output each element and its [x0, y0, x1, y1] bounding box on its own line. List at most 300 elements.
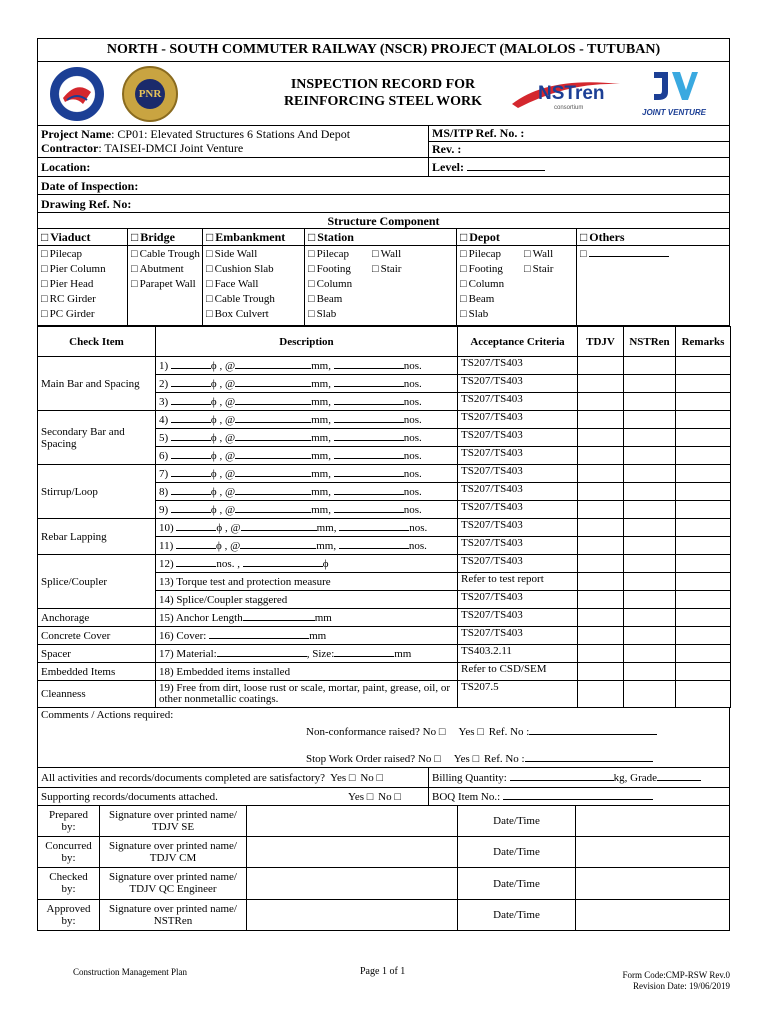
checkbox-icon[interactable] — [460, 293, 469, 305]
pnr-seal — [122, 66, 178, 122]
swo-ref-field[interactable] — [525, 752, 653, 762]
checkbox-icon[interactable] — [580, 248, 589, 260]
form-title — [248, 76, 518, 110]
mm-unit: mm — [394, 648, 412, 660]
criteria-text: Refer to test report — [461, 573, 544, 585]
remarks-cell[interactable] — [676, 483, 731, 501]
tdjv-cell[interactable] — [578, 393, 624, 411]
tdjv-cell[interactable] — [578, 681, 624, 708]
structure-item[interactable] — [206, 247, 275, 262]
acceptance-criteria-cell — [458, 537, 578, 555]
blank-field[interactable] — [217, 647, 307, 657]
checkbox-icon[interactable] — [580, 230, 589, 244]
at-symbol: @ — [224, 360, 236, 372]
rev-field[interactable]: Rev. : — [432, 142, 462, 156]
checkbox-icon[interactable] — [206, 308, 215, 320]
grade-field[interactable] — [657, 771, 701, 781]
structure-item-label: Side Wall — [214, 248, 258, 260]
item-number: 4) — [159, 414, 169, 426]
checkbox-icon[interactable] — [308, 308, 317, 320]
structure-item[interactable] — [372, 262, 401, 277]
structure-item[interactable] — [460, 247, 524, 262]
tdjv-cell[interactable] — [578, 411, 624, 429]
checkbox-icon[interactable] — [460, 248, 469, 260]
checkbox-icon[interactable] — [308, 293, 317, 305]
others-field[interactable] — [589, 247, 669, 257]
ncr-yes-checkbox[interactable] — [477, 726, 486, 738]
supporting-options — [348, 789, 403, 805]
remarks-cell[interactable] — [676, 555, 731, 573]
nstren-cell[interactable] — [624, 519, 676, 537]
blank-field[interactable] — [235, 431, 311, 441]
tdjv-cell[interactable] — [578, 429, 624, 447]
description-text: Anchor Length — [175, 612, 243, 624]
remarks-cell[interactable] — [676, 681, 731, 708]
blank-field[interactable] — [334, 413, 404, 423]
structure-item[interactable] — [460, 307, 524, 322]
phi-symbol: ϕ — [210, 414, 217, 426]
signature-row — [37, 900, 730, 931]
at-symbol: @ — [230, 522, 241, 534]
checkbox-icon[interactable] — [372, 248, 381, 260]
checkbox-icon[interactable] — [131, 278, 140, 290]
nstren-cell[interactable] — [624, 663, 676, 681]
structure-item[interactable] — [524, 262, 553, 277]
drawing-ref-field[interactable]: Drawing Ref. No: — [41, 197, 132, 211]
check-item-cell — [38, 663, 156, 681]
blank-field[interactable] — [176, 539, 216, 549]
tdjv-cell[interactable] — [578, 501, 624, 519]
nstren-cell[interactable] — [624, 573, 676, 591]
check-item-cell — [38, 627, 156, 645]
blank-field[interactable] — [334, 647, 394, 657]
description-cell: 9) ϕ , @ mm, nos. — [156, 501, 458, 519]
blank-field[interactable] — [240, 539, 316, 549]
mm-unit: mm, — [311, 396, 331, 408]
nstren-cell[interactable] — [624, 555, 676, 573]
table-row — [38, 681, 731, 708]
project-info-row — [37, 126, 730, 158]
blank-field[interactable] — [334, 503, 404, 513]
blank-field[interactable] — [171, 431, 211, 441]
structure-item[interactable] — [206, 292, 275, 307]
blank-field[interactable] — [339, 521, 409, 531]
checkbox-icon[interactable] — [206, 263, 215, 275]
description-cell: 1) ϕ , @ mm, nos. — [156, 357, 458, 375]
checkbox-icon[interactable] — [41, 230, 50, 244]
checkbox-icon[interactable] — [308, 248, 317, 260]
blank-field[interactable] — [171, 377, 211, 387]
checkbox-icon[interactable] — [460, 230, 469, 244]
tdjv-cell[interactable] — [578, 519, 624, 537]
structure-items-bridge — [128, 246, 203, 325]
blank-field[interactable] — [243, 611, 315, 621]
form-code: Form Code:CMP-RSW Rev.0 — [622, 970, 730, 980]
nstren-logo-text: NSTren — [538, 83, 605, 104]
blank-field[interactable] — [209, 629, 309, 639]
structure-item[interactable] — [580, 247, 669, 262]
boq-field[interactable] — [503, 790, 653, 800]
date-of-inspection-field[interactable]: Date of Inspection: — [41, 179, 139, 193]
signature-line1: Signature over printed name/ — [109, 809, 237, 821]
structure-group-viaduct[interactable] — [38, 229, 128, 245]
date-time-field[interactable] — [576, 806, 729, 836]
checkbox-icon[interactable] — [308, 263, 317, 275]
checkbox-icon[interactable] — [41, 293, 50, 305]
checkbox-icon[interactable] — [206, 278, 215, 290]
structure-item[interactable] — [41, 262, 106, 277]
nstren-cell[interactable] — [624, 393, 676, 411]
checkbox-icon[interactable] — [460, 308, 469, 320]
table-row — [38, 627, 731, 645]
mm-unit: mm, — [316, 540, 337, 552]
tdjv-cell[interactable] — [578, 645, 624, 663]
ncr-ref-field[interactable] — [529, 725, 657, 735]
tdjv-cell[interactable] — [578, 609, 624, 627]
blank-field[interactable] — [339, 539, 409, 549]
item-number: 11) — [159, 540, 174, 552]
blank-field[interactable] — [235, 395, 311, 405]
blank-field[interactable] — [334, 467, 404, 477]
billing-field[interactable] — [510, 771, 614, 781]
mm-unit: mm, — [311, 360, 331, 372]
blank-field[interactable] — [334, 395, 404, 405]
checkbox-icon[interactable] — [41, 278, 50, 290]
blank-field[interactable] — [334, 449, 404, 459]
acceptance-criteria-cell — [458, 429, 578, 447]
swo-no-checkbox[interactable] — [434, 753, 443, 765]
structure-group-embankment[interactable] — [203, 229, 305, 245]
checkbox-icon[interactable] — [308, 278, 317, 290]
blank-field[interactable] — [171, 503, 211, 513]
structure-item[interactable] — [131, 247, 200, 262]
kg-grade-label: kg, Grade — [613, 772, 657, 784]
phi-symbol: ϕ — [210, 468, 217, 480]
checkbox-icon[interactable] — [41, 308, 50, 320]
check-table — [37, 326, 731, 708]
inspection-form — [37, 38, 730, 931]
structure-item[interactable] — [460, 277, 524, 292]
blank-field[interactable] — [171, 485, 211, 495]
remarks-cell[interactable] — [676, 375, 731, 393]
date-time-field[interactable] — [576, 868, 729, 899]
item-number: 12) — [159, 558, 174, 570]
nstren-cell[interactable] — [624, 591, 676, 609]
mm-unit: mm, — [316, 522, 337, 534]
item-number: 16) — [159, 630, 174, 642]
structure-item-label: Column — [316, 278, 353, 290]
check-item-cell — [38, 555, 156, 609]
nstren-cell[interactable] — [624, 501, 676, 519]
item-number: 8) — [159, 486, 169, 498]
supporting-no-checkbox[interactable] — [394, 791, 403, 803]
signature-block — [37, 806, 730, 931]
jv-mark-icon — [650, 68, 700, 104]
criteria-text: TS207/TS403 — [461, 465, 523, 477]
comments-row — [37, 708, 730, 768]
signature-line1: Signature over printed name/ — [109, 903, 237, 915]
checkbox-icon[interactable] — [460, 278, 469, 290]
structure-group-bridge[interactable] — [128, 229, 203, 245]
structure-item-label: Cable Trough — [139, 248, 200, 260]
blank-field[interactable] — [334, 359, 404, 369]
acceptance-criteria-cell — [458, 645, 578, 663]
structure-item-label: Face Wall — [214, 278, 259, 290]
checkbox-icon[interactable] — [41, 248, 50, 260]
structure-item[interactable] — [131, 262, 200, 277]
structure-item-label: Parapet Wall — [139, 278, 196, 290]
at-symbol: @ — [224, 450, 236, 462]
structure-items-row — [37, 246, 730, 326]
tdjv-cell[interactable] — [578, 537, 624, 555]
remarks-cell[interactable] — [676, 429, 731, 447]
nstren-cell[interactable] — [624, 645, 676, 663]
structure-item-label: Footing — [468, 263, 503, 275]
structure-item-label: Wall — [380, 248, 402, 260]
criteria-text: Refer to CSD/SEM — [461, 663, 547, 675]
signature-field[interactable] — [247, 806, 458, 836]
check-item-cell — [38, 465, 156, 519]
acceptance-criteria-cell — [458, 357, 578, 375]
structure-item[interactable] — [41, 247, 106, 262]
remarks-cell[interactable] — [676, 537, 731, 555]
structure-group-label: Embankment — [215, 230, 286, 244]
checkbox-icon[interactable] — [206, 230, 215, 244]
structure-group-others[interactable] — [577, 229, 729, 245]
remarks-cell[interactable] — [676, 393, 731, 411]
remarks-cell[interactable] — [676, 573, 731, 591]
blank-field[interactable] — [176, 521, 216, 531]
tdjv-cell[interactable] — [578, 465, 624, 483]
tdjv-cell[interactable] — [578, 447, 624, 465]
structure-item[interactable] — [308, 307, 372, 322]
blank-field[interactable] — [171, 467, 211, 477]
criteria-text: TS207/TS403 — [461, 375, 523, 387]
checkbox-icon[interactable] — [524, 263, 533, 275]
blank-field[interactable] — [334, 377, 404, 387]
structure-item[interactable] — [524, 247, 553, 262]
nstren-cell[interactable] — [624, 627, 676, 645]
blank-field[interactable] — [235, 485, 311, 495]
structure-item[interactable] — [460, 292, 524, 307]
at-symbol: @ — [230, 540, 241, 552]
nstren-cell[interactable] — [624, 465, 676, 483]
structure-item-label: Pilecap — [49, 248, 83, 260]
checkbox-icon[interactable] — [460, 263, 469, 275]
signature-line1: Signature over printed name/ — [109, 871, 237, 883]
structure-item[interactable] — [308, 292, 372, 307]
tdjv-cell[interactable] — [578, 357, 624, 375]
blank-field[interactable] — [235, 503, 311, 513]
acceptance-criteria-cell — [458, 447, 578, 465]
nstren-cell[interactable] — [624, 357, 676, 375]
signature-field[interactable] — [247, 837, 458, 867]
structure-item[interactable] — [206, 307, 275, 322]
structure-item[interactable] — [308, 247, 372, 262]
tdjv-cell[interactable] — [578, 375, 624, 393]
check-item-cell — [38, 411, 156, 465]
structure-item[interactable] — [131, 277, 200, 292]
checkbox-icon[interactable] — [131, 263, 140, 275]
tdjv-cell[interactable] — [578, 627, 624, 645]
tdjv-cell[interactable] — [578, 663, 624, 681]
table-row — [38, 465, 731, 483]
jv-logo — [642, 68, 722, 122]
structure-group-depot[interactable] — [457, 229, 577, 245]
structure-item[interactable] — [41, 292, 106, 307]
tdjv-cell[interactable] — [578, 483, 624, 501]
structure-item[interactable] — [308, 262, 372, 277]
checkbox-icon[interactable] — [131, 248, 140, 260]
nstren-cell[interactable] — [624, 681, 676, 708]
remarks-cell[interactable] — [676, 501, 731, 519]
blank-field[interactable] — [171, 413, 211, 423]
date-time-label: Date/Time — [493, 909, 540, 921]
remarks-cell[interactable] — [676, 627, 731, 645]
signature-line1: Signature over printed name/ — [109, 840, 237, 852]
criteria-text: TS207/TS403 — [461, 555, 523, 567]
item-number: 17) — [159, 648, 174, 660]
structure-item[interactable] — [41, 277, 106, 292]
remarks-cell[interactable] — [676, 447, 731, 465]
level-field[interactable] — [429, 158, 729, 176]
location-field[interactable]: Location: — [38, 158, 429, 176]
blank-field[interactable] — [243, 557, 323, 567]
activities-no-label: No — [360, 772, 374, 784]
activities-question — [38, 768, 429, 787]
date-time-label: Date/Time — [493, 877, 540, 890]
checkbox-icon[interactable] — [41, 263, 50, 275]
remarks-cell[interactable] — [676, 609, 731, 627]
tdjv-cell[interactable] — [578, 573, 624, 591]
nstren-cell[interactable] — [624, 429, 676, 447]
structure-item[interactable] — [460, 262, 524, 277]
blank-field[interactable] — [235, 377, 311, 387]
item-number: 13) — [159, 575, 174, 588]
item-number: 3) — [159, 396, 169, 408]
structure-item-label: Pilecap — [468, 248, 502, 260]
description-cell: 5) ϕ , @ mm, nos. — [156, 429, 458, 447]
supporting-yes-checkbox[interactable] — [367, 791, 376, 803]
structure-group-station[interactable] — [305, 229, 457, 245]
location-row — [37, 158, 730, 177]
check-item-cell — [38, 519, 156, 555]
nstren-cell[interactable] — [624, 483, 676, 501]
nstren-cell[interactable] — [624, 537, 676, 555]
description-cell — [156, 591, 458, 609]
nos-unit: nos. — [403, 504, 422, 516]
structure-group-label: Others — [589, 230, 625, 244]
remarks-cell[interactable] — [676, 519, 731, 537]
table-row — [38, 609, 731, 627]
col-check-item: Check Item — [38, 327, 156, 357]
nstren-cell[interactable] — [624, 375, 676, 393]
criteria-text: TS207/TS403 — [461, 447, 523, 459]
mm-unit: mm, — [311, 486, 331, 498]
blank-field[interactable] — [235, 449, 311, 459]
mm-unit: mm — [314, 612, 332, 624]
remarks-cell[interactable] — [676, 591, 731, 609]
signature-field[interactable] — [247, 868, 458, 899]
criteria-text: TS403.2.11 — [461, 645, 512, 657]
tdjv-cell[interactable] — [578, 591, 624, 609]
blank-field[interactable] — [334, 431, 404, 441]
criteria-text: TS207/TS403 — [461, 591, 523, 603]
structure-item-label: Slab — [316, 308, 337, 320]
nos-unit: nos. , — [216, 558, 240, 570]
checkbox-icon[interactable] — [131, 230, 140, 244]
check-item-label: Stirrup/Loop — [41, 485, 98, 498]
checkbox-icon[interactable] — [206, 293, 215, 305]
blank-field[interactable] — [235, 467, 311, 477]
blank-field[interactable] — [235, 413, 311, 423]
nstren-cell[interactable] — [624, 411, 676, 429]
structure-item[interactable] — [372, 247, 401, 262]
date-time-label-cell — [458, 900, 576, 930]
remarks-cell[interactable] — [676, 357, 731, 375]
blank-field[interactable] — [171, 449, 211, 459]
remarks-cell[interactable] — [676, 411, 731, 429]
item-number: 7) — [159, 468, 169, 480]
date-time-field[interactable] — [576, 900, 729, 930]
blank-field[interactable] — [171, 395, 211, 405]
nstren-cell[interactable] — [624, 447, 676, 465]
nstren-cell[interactable] — [624, 609, 676, 627]
description-cell — [156, 555, 458, 573]
ncr-no-checkbox[interactable] — [439, 726, 448, 738]
tdjv-cell[interactable] — [578, 555, 624, 573]
signature-field[interactable] — [247, 900, 458, 930]
blank-field[interactable] — [171, 359, 211, 369]
acceptance-criteria-cell — [458, 573, 578, 591]
description-cell: 11) ϕ , @ mm, nos. — [156, 537, 458, 555]
blank-field[interactable] — [334, 485, 404, 495]
checkbox-icon[interactable] — [524, 248, 533, 260]
structure-item-column — [524, 247, 553, 324]
checkbox-icon[interactable] — [206, 248, 215, 260]
checkbox-icon[interactable] — [372, 263, 381, 275]
remarks-cell[interactable] — [676, 663, 731, 681]
date-time-label-cell — [458, 868, 576, 899]
structure-item[interactable] — [308, 277, 372, 292]
ms-itp-field[interactable]: MS/ITP Ref. No. : — [429, 126, 729, 142]
structure-item-label: Beam — [468, 293, 495, 305]
blank-field[interactable] — [176, 557, 216, 567]
structure-item[interactable] — [41, 307, 106, 322]
structure-item[interactable] — [206, 262, 275, 277]
col-description: Description — [156, 327, 458, 357]
signature-line2: TDJV CM — [149, 852, 197, 864]
date-row — [37, 177, 730, 195]
activities-yes-checkbox[interactable] — [349, 772, 358, 784]
phi-symbol: ϕ — [210, 450, 217, 462]
activities-no-checkbox[interactable] — [377, 772, 386, 784]
remarks-cell[interactable] — [676, 465, 731, 483]
phi-symbol: ϕ — [210, 486, 217, 498]
swo-yes-checkbox[interactable] — [473, 753, 482, 765]
structure-item[interactable] — [206, 277, 275, 292]
date-time-field[interactable] — [576, 837, 729, 867]
signature-role-label: Prepared by: — [48, 809, 89, 833]
remarks-cell[interactable] — [676, 645, 731, 663]
criteria-text: TS207/TS403 — [461, 483, 523, 495]
blank-field[interactable] — [241, 521, 317, 531]
phi-symbol: ϕ — [210, 360, 217, 372]
checkbox-icon[interactable] — [308, 230, 317, 244]
activities-row — [37, 768, 730, 788]
acceptance-criteria-cell — [458, 627, 578, 645]
blank-field[interactable] — [235, 359, 311, 369]
